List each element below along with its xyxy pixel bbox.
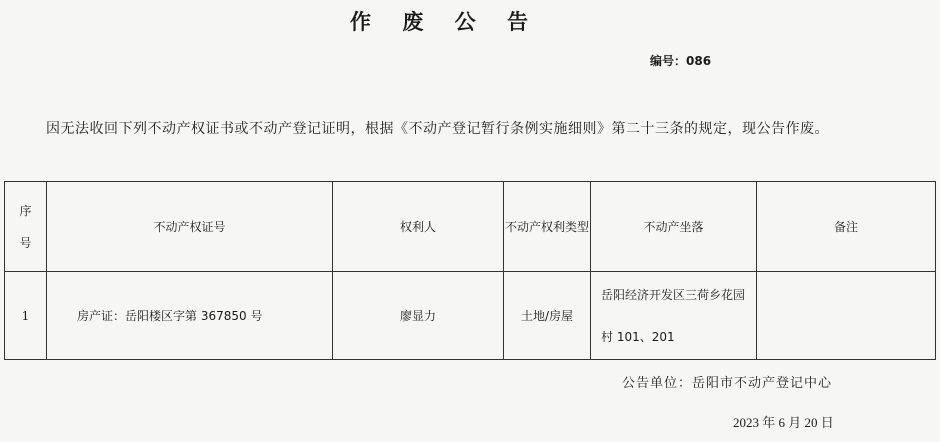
document-title: 作 废 公 告: [350, 10, 540, 34]
table-row: [5, 272, 936, 360]
row-remark: [757, 272, 936, 360]
row-seq: 1: [5, 272, 47, 360]
issuing-unit: 公告单位：岳阳市不动产登记中心: [622, 376, 833, 391]
header-right-holder: 权利人: [333, 182, 504, 272]
row-cert-number: 房产证：岳阳楼区字第 367850 号: [47, 272, 333, 360]
document-number: 编号：086: [650, 54, 712, 68]
header-remark: 备注: [757, 182, 936, 272]
header-seq: 序号: [5, 182, 47, 272]
row-right-holder: 廖显力: [333, 272, 504, 360]
header-right-type: 不动产权利类型: [504, 182, 591, 272]
header-location: 不动产坐落: [591, 182, 757, 272]
void-certificate-table: [4, 181, 936, 360]
row-location: 岳阳经济开发区三荷乡花园村 101、201: [591, 272, 757, 360]
header-cert-number: 不动产权证号: [47, 182, 333, 272]
row-right-type: 土地/房屋: [504, 272, 591, 360]
intro-paragraph: 因无法收回下列不动产权证书或不动产登记证明，根据《不动产登记暂行条例实施细则》第二十三条的规定，现公告作废。: [46, 121, 829, 137]
table-header-row: [5, 182, 936, 272]
issue-date: 2023 年 6 月 20 日: [733, 415, 834, 430]
